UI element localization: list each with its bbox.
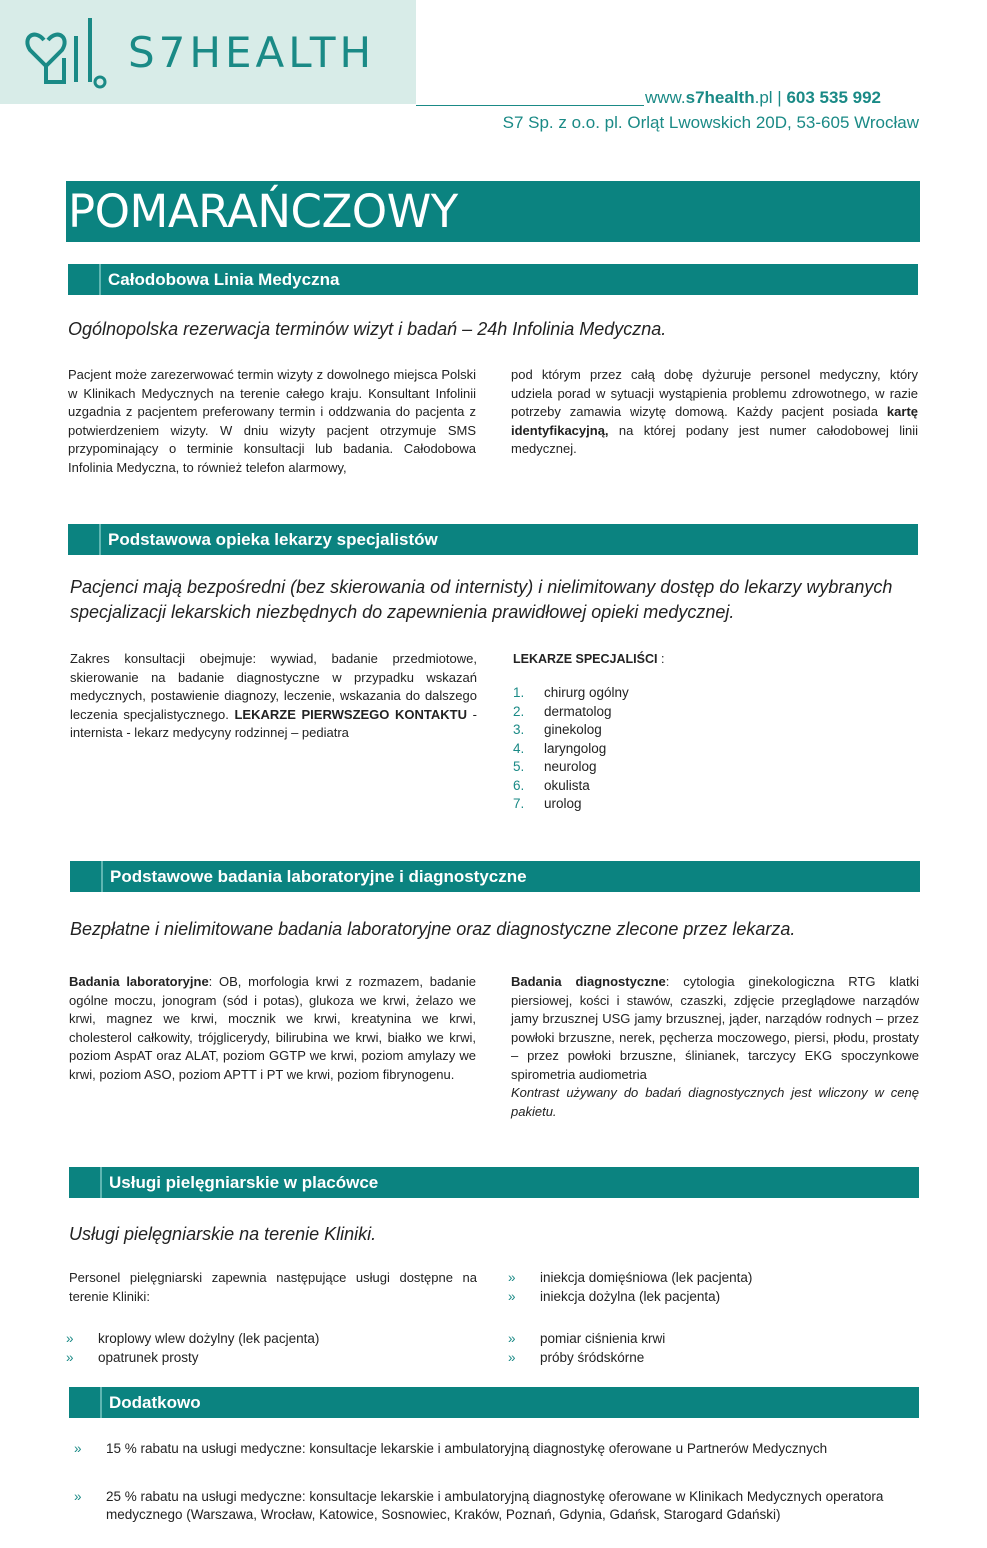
- nursing-intro-text: Personel pielęgniarski zapewnia następujące usługi dostępne na terenie Kliniki:: [69, 1270, 477, 1304]
- nursing-list-left-bottom: [66, 1330, 319, 1367]
- section-text-left: Zakres konsultacji obejmuje: wywiad, badanie przedmiotowe, skierowanie na badanie diagnostyczne w przypadku wskazań medycznych, postawienie diagnozy, leczenie, wskazania do dalszego leczenia specjalistycznego. LEKARZE PIERWSZEGO KONTAKTU - internista - lekarz medycyny rodzinnej – pediatra: [70, 651, 477, 740]
- section-text-right: pod którym przez całą dobę dyżuruje personel medyczny, który udziela porad w sytuacji wystąpienia problemu zdrowotnego, w razie potrzeby zamawia wizytę domową. Każdy pacjent posiada kartę identyfikacyjną, na której podany jest numer całodobowej linii medycznej.: [511, 367, 918, 456]
- section-text-left: Pacjent może zarezerwować termin wizyty z dowolnego miejsca Polski w Klinikach Medycznych na terenie całego kraju. Konsultant Infolinii uzgadnia z pacjentem preferowany termin i oddzwania do pacjenta z potwierdzeniem wizyty. W dniu wizyty pacjent otrzymuje SMS przypominający o terminie konsultacji lub badania. Całodobowa Infolinia Medyczna, to również telefon alarmowy,: [68, 367, 476, 475]
- specialist-item: 6. okulista: [513, 777, 590, 793]
- website-link[interactable]: www.s7health.pl: [645, 88, 773, 107]
- section-lead: Ogólnopolska rezerwacja terminów wizyt i badań – 24h Infolinia Medyczna.: [68, 319, 667, 339]
- specialists-heading: LEKARZE SPECJALIŚCI :: [513, 652, 665, 666]
- stethoscope-heart-logo-icon: [24, 10, 108, 90]
- contact-line: www.s7health.pl | 603 535 992: [645, 88, 881, 107]
- specialist-item: 3. ginekolog: [513, 722, 602, 737]
- nursing-list-right-top: [508, 1269, 752, 1306]
- bullet-marker-icon: »: [74, 1441, 82, 1456]
- section-header-infolinia: Całodobowa Linia Medyczna: [68, 264, 918, 295]
- list-item: » 15 % rabatu na usługi medyczne: konsultacje lekarskie i ambulatoryjną diagnostykę oferowane u Partnerów Medycznych: [74, 1440, 914, 1459]
- list-item: » 25 % rabatu na usługi medyczne: konsultacje lekarskie i ambulatoryjną diagnostykę oferowane w Klinikach Medycznych operatora medycznego (Warszawa, Wrocław, Katowice, Sosnowiec, Kraków, Poznań, Gdynia, Gdańsk, Starogard Gdański): [74, 1488, 884, 1522]
- list-item: » próby śródskórne: [508, 1349, 665, 1368]
- nursing-list-right-bottom: [508, 1330, 665, 1367]
- diagnostic-tests-text: Badania diagnostyczne: cytologia ginekologiczna RTG klatki piersiowej, kości i stawów, czaszki, zdjęcie przeglądowe narządów jamy brzusznej USG jamy brzusznej, jąder, narządów rodnych – przez powłoki brzuszne, nerek, pęcherza moczowego, piersi, płodu, prostaty – przez powłoki brzuszne, ślinianek, tarczycy EKG spoczynkowe spirometria audiometria Kontrast używany do badań diagnostycznych jest wliczony w cenę pakietu.: [511, 974, 919, 1119]
- bullet-marker-icon: »: [66, 1349, 74, 1365]
- section-header-lab: Podstawowe badania laboratoryjne i diagnostyczne: [70, 861, 920, 892]
- company-address: S7 Sp. z o.o. pl. Orląt Lwowskich 20D, 53-605 Wrocław: [502, 113, 919, 132]
- bullet-marker-icon: »: [508, 1270, 516, 1285]
- specialist-item: 4. laryngolog: [513, 740, 607, 756]
- list-item: » iniekcja dożylna (lek pacjenta): [508, 1288, 752, 1307]
- specialist-item: 5. neurolog: [513, 759, 597, 774]
- bullet-marker-icon: »: [508, 1349, 516, 1365]
- section-lead: Pacjenci mają bezpośredni (bez skierowania od internisty) i nielimitowany dostęp do lekarzy wybranych specjalizacji lekarskich niezbędnych do zapewnienia prawidłowej opieki medycznej.: [70, 577, 893, 622]
- lab-tests-text: Badania laboratoryjne: OB, morfologia krwi z rozmazem, badanie ogólne moczu, jonogram (sód i potas), glukoza we krwi, żelazo we krwi, magnez we krwi, mocznik we krwi, kreatynina we krwi, cholesterol całkowity, trójglicerydy, bilirubina we krwi, białko we krwi, poziom AspAT oraz ALAT, poziom GGTP we krwi, poziom amylazy we krwi, poziom ASO, poziom APTT i PT we krwi, poziom fibrynogenu.: [69, 974, 476, 1082]
- bullet-marker-icon: »: [508, 1288, 516, 1304]
- section-header-extra: Dodatkowo: [69, 1387, 919, 1418]
- phone-number[interactable]: 603 535 992: [786, 88, 881, 107]
- section-header-nursing: Usługi pielęgniarskie w placówce: [69, 1167, 919, 1198]
- list-item: » pomiar ciśnienia krwi: [508, 1330, 665, 1349]
- section-lead: Bezpłatne i nielimitowane badania laboratoryjne oraz diagnostyczne zlecone przez lekarza.: [70, 919, 796, 939]
- extra-list: [74, 1440, 914, 1525]
- bullet-marker-icon: »: [508, 1331, 516, 1346]
- contact-underline: [416, 105, 644, 106]
- page-title: POMARAŃCZOWY: [68, 185, 458, 238]
- list-item: » kroplowy wlew dożylny (lek pacjenta): [66, 1330, 319, 1349]
- bullet-marker-icon: »: [74, 1488, 82, 1504]
- specialist-item: 7. urolog: [513, 796, 582, 811]
- specialists-list: [513, 684, 629, 814]
- specialist-item: 2. dermatolog: [513, 703, 612, 719]
- bullet-marker-icon: »: [66, 1331, 74, 1346]
- section-lead: Usługi pielęgniarskie na terenie Kliniki.: [69, 1224, 377, 1244]
- list-item: » iniekcja domięśniowa (lek pacjenta): [508, 1269, 752, 1288]
- brand-name: S7HEALTH: [128, 28, 376, 77]
- specialist-item: 1. chirurg ogólny: [513, 685, 629, 700]
- section-header-specialists: Podstawowa opieka lekarzy specjalistów: [68, 524, 918, 555]
- list-item: » opatrunek prosty: [66, 1349, 319, 1368]
